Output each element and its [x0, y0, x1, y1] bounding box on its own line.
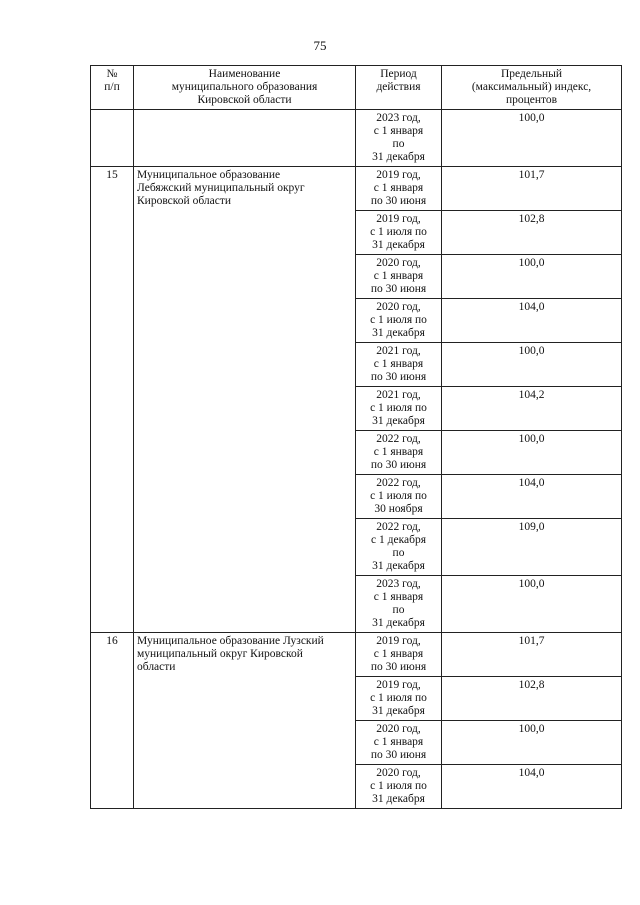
table-body: [91, 110, 622, 809]
index-value: 100,0: [442, 110, 622, 167]
index-value: 101,7: [442, 167, 622, 211]
municipality-name: Муниципальное образование Лебяжский муниципальный округ Кировской области: [134, 167, 356, 633]
table-row: [91, 110, 622, 167]
index-value: 102,8: [442, 677, 622, 721]
index-value: 102,8: [442, 211, 622, 255]
row-number: [91, 110, 134, 167]
municipality-name: Муниципальное образование Лузский муниципальный округ Кировской области: [134, 633, 356, 809]
index-value: 104,0: [442, 299, 622, 343]
period-cell: 2019 год, с 1 июля по 31 декабря: [356, 211, 442, 255]
tariff-index-table: [90, 65, 622, 809]
table-row: [91, 167, 622, 211]
period-cell: 2020 год, с 1 июля по 31 декабря: [356, 299, 442, 343]
municipality-name: [134, 110, 356, 167]
index-value: 104,2: [442, 387, 622, 431]
index-value: 101,7: [442, 633, 622, 677]
index-value: 100,0: [442, 255, 622, 299]
period-cell: 2022 год, с 1 июля по 30 ноября: [356, 475, 442, 519]
period-cell: 2023 год, с 1 января по 31 декабря: [356, 576, 442, 633]
table-row: [91, 633, 622, 677]
period-cell: 2021 год, с 1 января по 30 июня: [356, 343, 442, 387]
page-number: 75: [313, 38, 327, 53]
period-cell: 2020 год, с 1 января по 30 июня: [356, 255, 442, 299]
period-cell: 2020 год, с 1 июля по 31 декабря: [356, 765, 442, 809]
index-value: 100,0: [442, 431, 622, 475]
period-cell: 2019 год, с 1 января по 30 июня: [356, 633, 442, 677]
index-value: 100,0: [442, 576, 622, 633]
header-number: № п/п: [91, 66, 134, 110]
index-value: 100,0: [442, 721, 622, 765]
period-cell: 2022 год, с 1 декабря по 31 декабря: [356, 519, 442, 576]
period-cell: 2023 год, с 1 января по 31 декабря: [356, 110, 442, 167]
period-cell: 2022 год, с 1 января по 30 июня: [356, 431, 442, 475]
index-value: 104,0: [442, 475, 622, 519]
header-max-index: Предельный (максимальный) индекс, процентов: [442, 66, 622, 110]
table-header-row: [91, 66, 622, 110]
period-cell: 2020 год, с 1 января по 30 июня: [356, 721, 442, 765]
period-cell: 2019 год, с 1 января по 30 июня: [356, 167, 442, 211]
index-value: 100,0: [442, 343, 622, 387]
header-period: Период действия: [356, 66, 442, 110]
index-value: 104,0: [442, 765, 622, 809]
period-cell: 2019 год, с 1 июля по 31 декабря: [356, 677, 442, 721]
header-municipality-name: Наименование муниципального образования Кировской области: [134, 66, 356, 110]
row-number: 16: [91, 633, 134, 809]
period-cell: 2021 год, с 1 июля по 31 декабря: [356, 387, 442, 431]
row-number: 15: [91, 167, 134, 633]
index-value: 109,0: [442, 519, 622, 576]
